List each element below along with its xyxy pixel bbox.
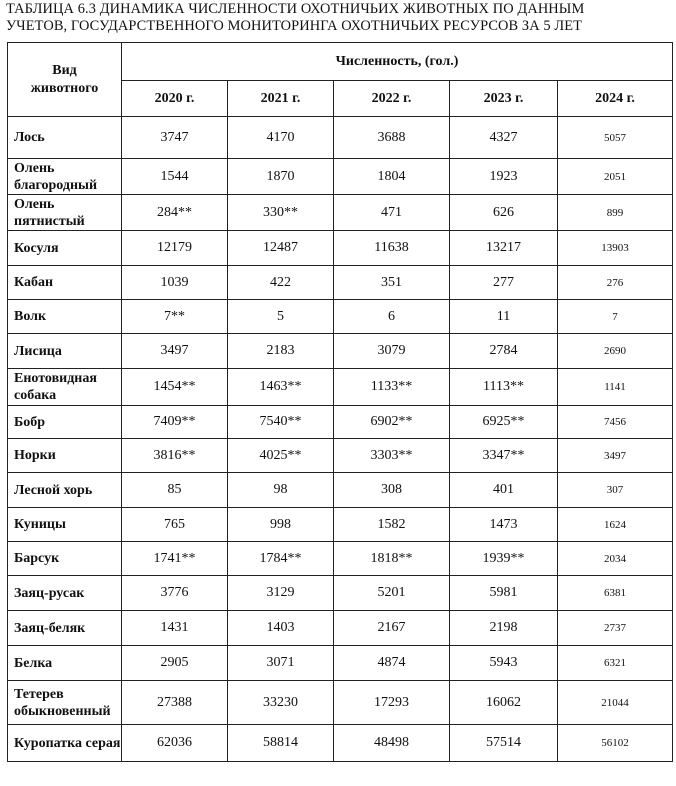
count-cell: 7456 — [558, 406, 673, 439]
table-row — [8, 231, 673, 266]
count-cell: 85 — [122, 473, 228, 508]
table-row — [8, 542, 673, 576]
animal-name-cell: Лесной хорь — [8, 473, 122, 508]
count-cell: 21044 — [558, 681, 673, 725]
count-cell: 7540** — [228, 406, 334, 439]
count-cell: 307 — [558, 473, 673, 508]
count-cell: 3071 — [228, 646, 334, 681]
animal-name-cell: Норки — [8, 439, 122, 473]
count-cell: 4874 — [334, 646, 450, 681]
year-header: 2022 г. — [334, 81, 450, 117]
count-cell: 401 — [450, 473, 558, 508]
animal-name-cell: Тетерев обыкновенный — [8, 681, 122, 725]
animal-population-table — [7, 42, 673, 762]
animal-name-cell: Волк — [8, 300, 122, 334]
year-header: 2024 г. — [558, 81, 673, 117]
count-cell: 3747 — [122, 117, 228, 159]
table-row — [8, 439, 673, 473]
count-cell: 422 — [228, 266, 334, 300]
count-cell: 4170 — [228, 117, 334, 159]
count-cell: 1403 — [228, 611, 334, 646]
year-header: 2023 г. — [450, 81, 558, 117]
caption-line-2: УЧЕТОВ, ГОСУДАРСТВЕННОГО МОНИТОРИНГА ОХОТНИЧЬИХ РЕСУРСОВ ЗА 5 ЛЕТ — [6, 18, 583, 34]
count-cell: 277 — [450, 266, 558, 300]
count-cell: 1818** — [334, 542, 450, 576]
count-cell: 308 — [334, 473, 450, 508]
table-row — [8, 576, 673, 611]
count-cell: 276 — [558, 266, 673, 300]
count-cell: 1582 — [334, 508, 450, 542]
count-cell: 1473 — [450, 508, 558, 542]
count-cell: 3816** — [122, 439, 228, 473]
count-cell: 7409** — [122, 406, 228, 439]
table-row — [8, 300, 673, 334]
year-header: 2021 г. — [228, 81, 334, 117]
count-cell: 998 — [228, 508, 334, 542]
count-cell: 1544 — [122, 159, 228, 195]
animal-name-cell: Барсук — [8, 542, 122, 576]
table-row — [8, 473, 673, 508]
animal-column-header: Вид животного — [8, 43, 122, 117]
count-cell: 6321 — [558, 646, 673, 681]
count-cell: 1039 — [122, 266, 228, 300]
count-cell: 7 — [558, 300, 673, 334]
count-cell: 1133** — [334, 369, 450, 406]
count-cell: 1923 — [450, 159, 558, 195]
animal-name-cell: Заяц-русак — [8, 576, 122, 611]
count-cell: 3497 — [122, 334, 228, 369]
count-cell: 2183 — [228, 334, 334, 369]
count-cell: 3497 — [558, 439, 673, 473]
count-cell: 5981 — [450, 576, 558, 611]
count-cell: 2784 — [450, 334, 558, 369]
count-cell: 13903 — [558, 231, 673, 266]
count-cell: 6381 — [558, 576, 673, 611]
count-cell: 1454** — [122, 369, 228, 406]
table-row — [8, 117, 673, 159]
count-cell: 3347** — [450, 439, 558, 473]
count-cell: 330** — [228, 195, 334, 231]
count-cell: 2905 — [122, 646, 228, 681]
table-row — [8, 725, 673, 762]
caption-line-1: ТАБЛИЦА 6.3 ДИНАМИКА ЧИСЛЕННОСТИ ОХОТНИЧЬИХ ЖИВОТНЫХ ПО ДАННЫМ — [6, 1, 585, 17]
animal-name-cell: Куницы — [8, 508, 122, 542]
count-cell: 13217 — [450, 231, 558, 266]
animal-name-cell: Заяц-беляк — [8, 611, 122, 646]
count-cell: 5 — [228, 300, 334, 334]
count-cell: 2051 — [558, 159, 673, 195]
count-cell: 12487 — [228, 231, 334, 266]
year-header: 2020 г. — [122, 81, 228, 117]
count-column-header: Численность, (гол.) — [122, 43, 673, 81]
animal-name-cell: Белка — [8, 646, 122, 681]
count-cell: 5201 — [334, 576, 450, 611]
animal-name-cell: Лось — [8, 117, 122, 159]
animal-name-cell: Кабан — [8, 266, 122, 300]
count-cell: 1113** — [450, 369, 558, 406]
count-cell: 1431 — [122, 611, 228, 646]
count-cell: 1741** — [122, 542, 228, 576]
count-cell: 899 — [558, 195, 673, 231]
count-cell: 7** — [122, 300, 228, 334]
count-cell: 351 — [334, 266, 450, 300]
table-caption — [6, 1, 676, 35]
table-row — [8, 159, 673, 195]
count-cell: 1804 — [334, 159, 450, 195]
count-cell: 2198 — [450, 611, 558, 646]
table-row — [8, 266, 673, 300]
count-cell: 3688 — [334, 117, 450, 159]
animal-name-cell: Лисица — [8, 334, 122, 369]
count-cell: 284** — [122, 195, 228, 231]
animal-name-cell: Бобр — [8, 406, 122, 439]
count-cell: 2690 — [558, 334, 673, 369]
animal-name-cell: Косуля — [8, 231, 122, 266]
count-cell: 12179 — [122, 231, 228, 266]
count-cell: 471 — [334, 195, 450, 231]
count-cell: 16062 — [450, 681, 558, 725]
count-cell: 6925** — [450, 406, 558, 439]
count-cell: 3776 — [122, 576, 228, 611]
count-cell: 5943 — [450, 646, 558, 681]
count-cell: 98 — [228, 473, 334, 508]
count-cell: 2737 — [558, 611, 673, 646]
count-cell: 5057 — [558, 117, 673, 159]
animal-name-cell: Куропатка серая — [8, 725, 122, 762]
count-cell: 6902** — [334, 406, 450, 439]
table-row — [8, 334, 673, 369]
count-cell: 2167 — [334, 611, 450, 646]
animal-name-cell: Олень благородный — [8, 159, 122, 195]
count-cell: 33230 — [228, 681, 334, 725]
count-cell: 1624 — [558, 508, 673, 542]
table-row — [8, 646, 673, 681]
count-cell: 1463** — [228, 369, 334, 406]
count-cell: 11638 — [334, 231, 450, 266]
animal-name-cell: Олень пятнистый — [8, 195, 122, 231]
count-cell: 3303** — [334, 439, 450, 473]
table-row — [8, 611, 673, 646]
count-cell: 58814 — [228, 725, 334, 762]
count-cell: 6 — [334, 300, 450, 334]
animal-name-cell: Енотовидная собака — [8, 369, 122, 406]
count-cell: 48498 — [334, 725, 450, 762]
count-cell: 17293 — [334, 681, 450, 725]
count-cell: 1870 — [228, 159, 334, 195]
count-cell: 27388 — [122, 681, 228, 725]
table-row — [8, 406, 673, 439]
count-cell: 4025** — [228, 439, 334, 473]
table-row — [8, 369, 673, 406]
count-cell: 3079 — [334, 334, 450, 369]
count-cell: 626 — [450, 195, 558, 231]
table-row — [8, 508, 673, 542]
count-cell: 57514 — [450, 725, 558, 762]
count-cell: 62036 — [122, 725, 228, 762]
table-row — [8, 681, 673, 725]
count-cell: 2034 — [558, 542, 673, 576]
count-cell: 1141 — [558, 369, 673, 406]
table-row — [8, 195, 673, 231]
count-cell: 1784** — [228, 542, 334, 576]
count-cell: 11 — [450, 300, 558, 334]
count-cell: 1939** — [450, 542, 558, 576]
count-cell: 4327 — [450, 117, 558, 159]
count-cell: 3129 — [228, 576, 334, 611]
count-cell: 56102 — [558, 725, 673, 762]
count-cell: 765 — [122, 508, 228, 542]
